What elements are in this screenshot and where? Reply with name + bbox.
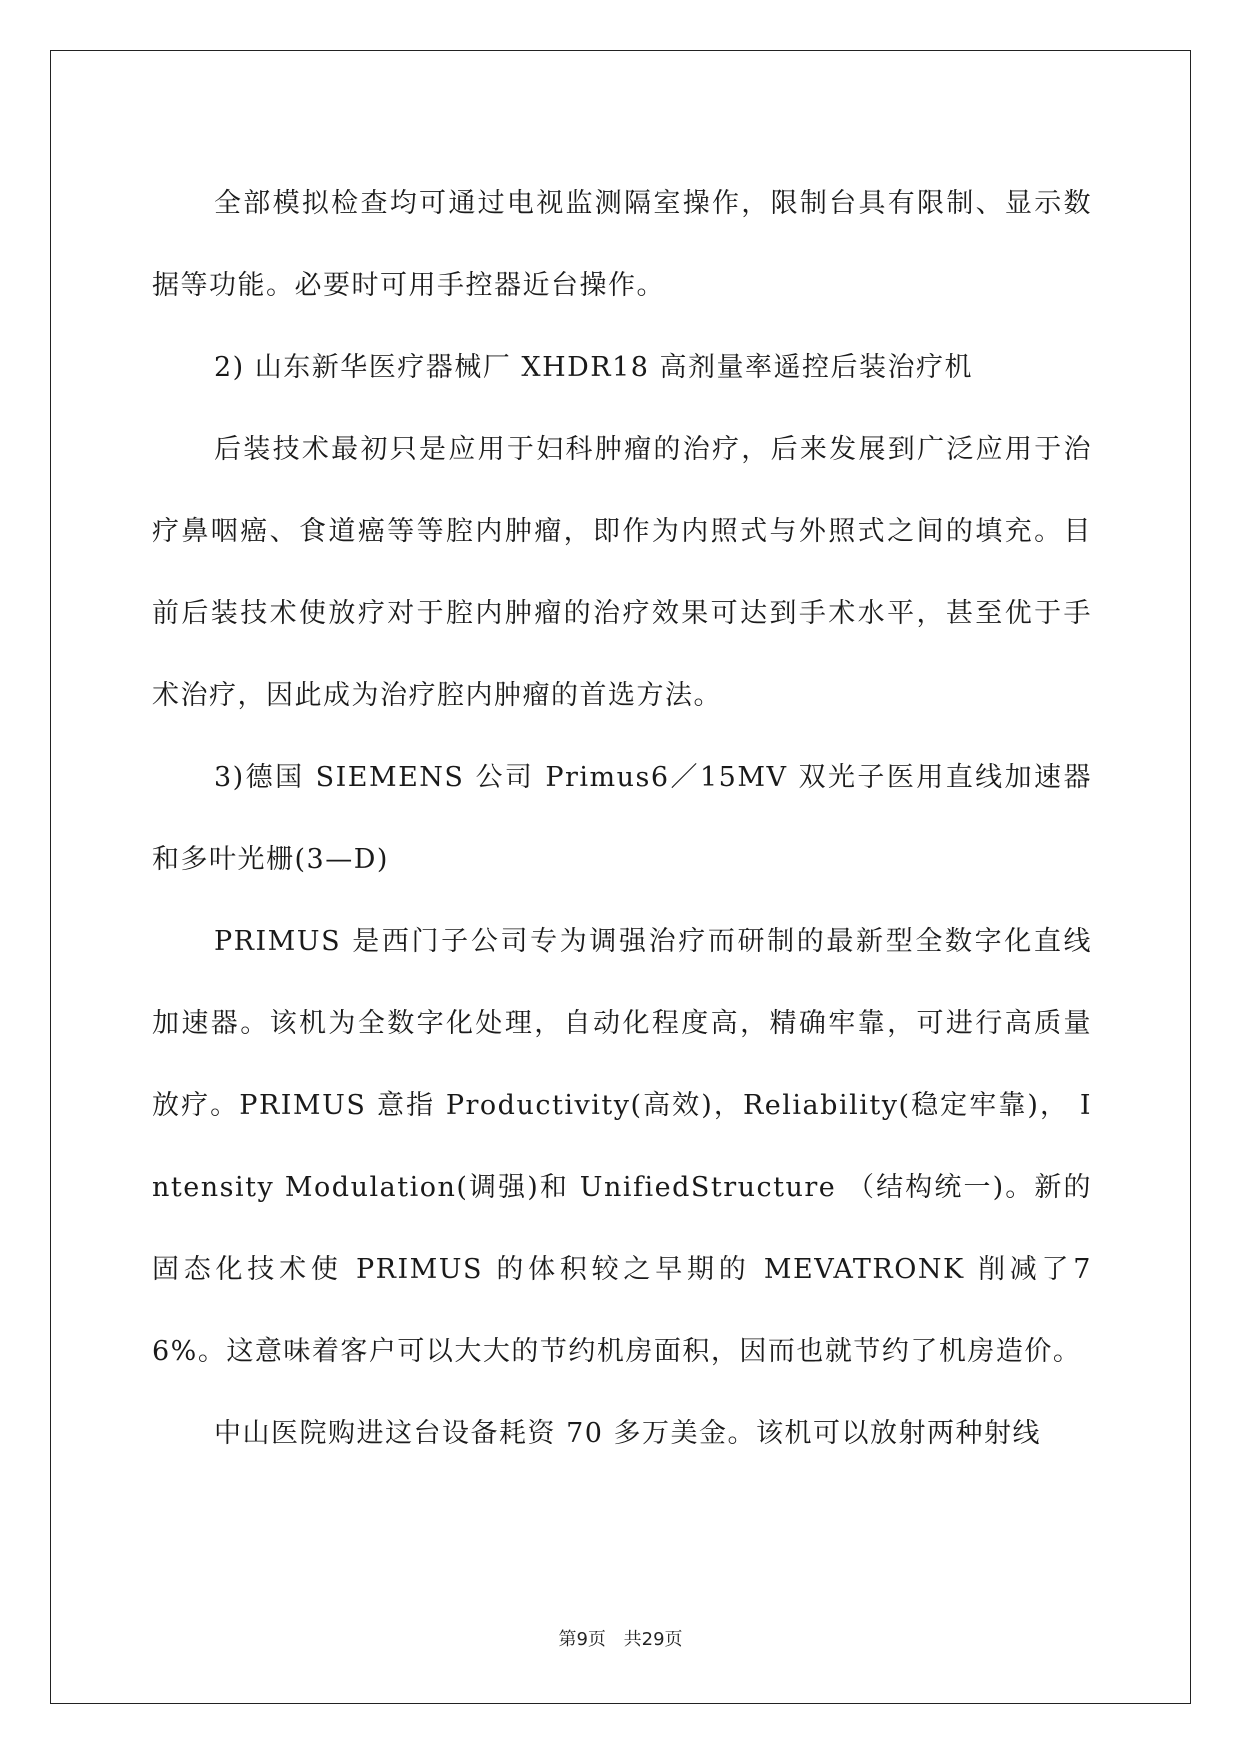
paragraph: 3)德国 SIEMENS 公司 Primus6／15MV 双光子医用直线加速器和多叶光栅(3—D) <box>152 762 1092 875</box>
document-body <box>152 163 1092 1475</box>
paragraph: PRIMUS 是西门子公司专为调强治疗而研制的最新型全数字化直线加速器。该机为全数字化处理，自动化程度高，精确牢靠，可进行高质量放疗。PRIMUS 意指 Productivity(高效)，Reliability(稳定牢靠)， Intensity Modulation(调强)和 UnifiedStructure （结构统一)。新的固态化技术使 PRIMUS 的体积较之早期的 MEVATRONK 削减了76%。这意味着客户可以大大的节约机房面积，因而也就节约了机房造价。 <box>152 926 1092 1367</box>
page-footer <box>0 1625 1241 1651</box>
paragraph: 全部模拟检查均可通过电视监测隔室操作，限制台具有限制、显示数据等功能。必要时可用手控器近台操作。 <box>152 188 1092 301</box>
paragraph: 中山医院购进这台设备耗资 70 多万美金。该机可以放射两种射线 <box>214 1418 1042 1449</box>
paragraph: 2) 山东新华医疗器械厂 XHDR18 高剂量率遥控后装治疗机 <box>214 352 974 383</box>
total-page-count: 共29页 <box>623 1629 683 1650</box>
current-page-number: 第9页 <box>558 1629 606 1650</box>
paragraph: 后装技术最初只是应用于妇科肿瘤的治疗，后来发展到广泛应用于治疗鼻咽癌、食道癌等等腔内肿瘤，即作为内照式与外照式之间的填充。目前后装技术使放疗对于腔内肿瘤的治疗效果可达到手术水平，甚至优于手术治疗，因此成为治疗腔内肿瘤的首选方法。 <box>152 434 1092 711</box>
